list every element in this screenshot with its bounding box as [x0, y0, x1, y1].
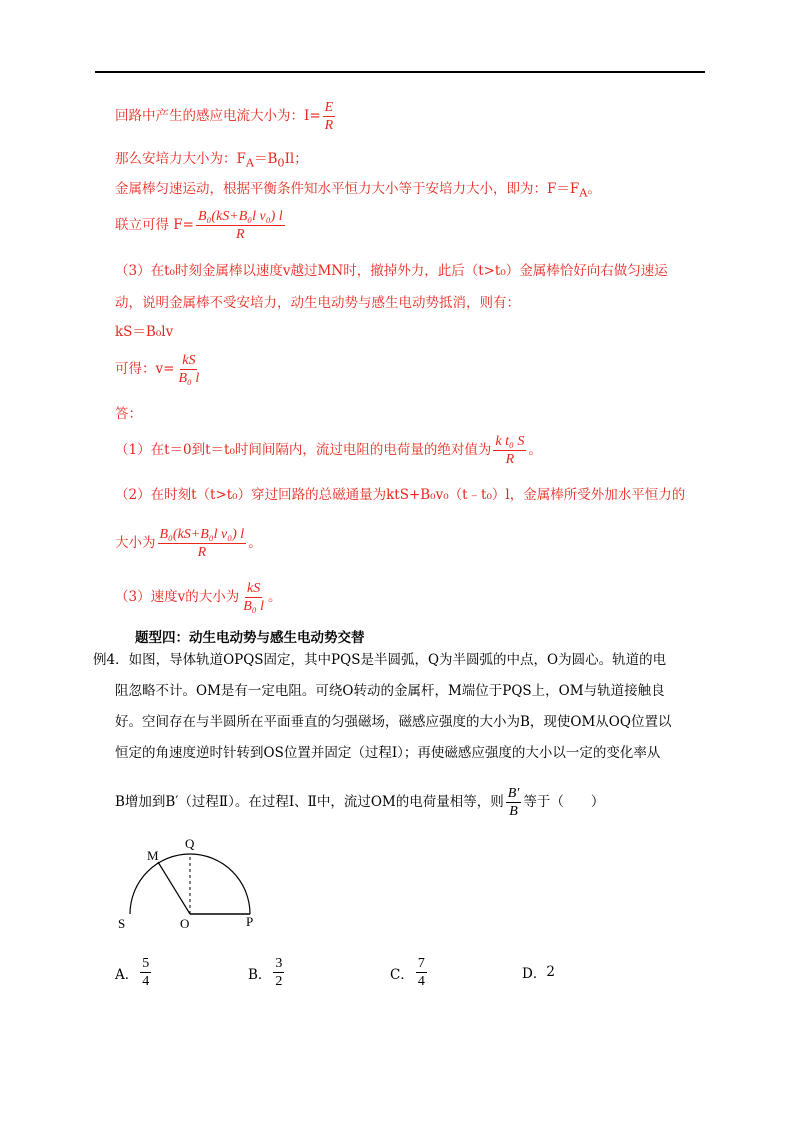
label-m: M [147, 848, 159, 863]
answer-2-line1: （2）在时刻t（t>t₀）穿过回路的总磁通量为ktS+B₀v₀（t﹣t₀）l，金属棒所受外加水平恒力的 [115, 487, 686, 503]
example-problem [93, 645, 710, 769]
label-o: O [180, 916, 190, 931]
ampere-force-line: 那么安培力大小为：$F_A=B_0Il$； [115, 151, 308, 170]
answer-1: （1）在t＝0到t＝t₀时间间隔内，流过电阻的电荷量的绝对值为 $\frac{\text{k t₀ S}}{R}$ 。 [115, 434, 542, 467]
answer-3: （3）速度v的大小为 $\frac{kS}{\text{B₀ l}}$ 。 [115, 581, 282, 614]
part3-line2: 动，说明金属棒不受安培力，动生电动势与感生电动势抵消，则有： [115, 295, 520, 311]
example-line-5: B增加到B′（过程Ⅱ）。在过程Ⅰ、Ⅱ中，流过OM的电荷量相等，则 $\frac{B'}{B}$ 等于（ ） [115, 786, 605, 819]
velocity-formula-line: 可得：v= $\frac{kS}{\text{B₀ l}}$ [115, 353, 200, 386]
label-q: Q [185, 836, 195, 851]
option-b[interactable]: B． $\frac{3}{2}$ [248, 956, 283, 989]
current-formula-line: 回路中产生的感应电流大小为：I= $\frac{E}{R}$ [115, 100, 334, 133]
example-line-4: 恒定的角速度逆时针转到OS位置并固定（过程Ⅰ）；再使磁感应强度的大小以一定的变化率从 [115, 745, 661, 761]
option-a[interactable]: A． $\frac{5}{4}$ [115, 956, 150, 989]
answer-heading: 答： [115, 406, 142, 422]
option-d[interactable]: D． 2 [522, 964, 555, 982]
equilibrium-line: 金属棒匀速运动，根据平衡条件知水平恒力大小等于安培力大小，即为：$F=F_A$。 [115, 181, 601, 200]
combined-formula-line: 联立可得 F= $\frac{\text{B₀(kS+B₀l v₀) l}}{R}$ [115, 209, 283, 242]
part3-equation: kS＝B₀lv [115, 324, 174, 340]
option-c[interactable]: C． $\frac{7}{4}$ [390, 956, 425, 989]
answer-2-line2: 大小为 $\frac{\text{B₀(kS+B₀l v₀) l}}{R}$ 。 [115, 527, 262, 560]
example-line-2: 阻忽略不计。OM是有一定电阻。可绕O转动的金属杆，M端位于PQS上，OM与轨道接触良 [115, 683, 665, 699]
semicircle-track-diagram [110, 830, 280, 935]
part3-line1: （3）在t₀时刻金属棒以速度v越过MN时，撤掉外力，此后（t>t₀）金属棒恰好向右做匀速运 [115, 263, 668, 279]
label-p: P [246, 914, 254, 929]
section-title: 题型四：动生电动势与感生电动势交替 [135, 630, 365, 646]
header-rule [95, 71, 705, 73]
example-line-3: 好。空间存在与半圆所在平面垂直的匀强磁场，磁感应强度的大小为B，现使OM从OQ位置以 [115, 714, 672, 730]
label-s: S [118, 916, 126, 931]
example-line-1: 例4．如图，导体轨道OPQS固定，其中PQS是半圆弧，Q为半圆弧的中点，O为圆心。轨道的电 [93, 652, 667, 668]
rod-om [158, 862, 190, 914]
